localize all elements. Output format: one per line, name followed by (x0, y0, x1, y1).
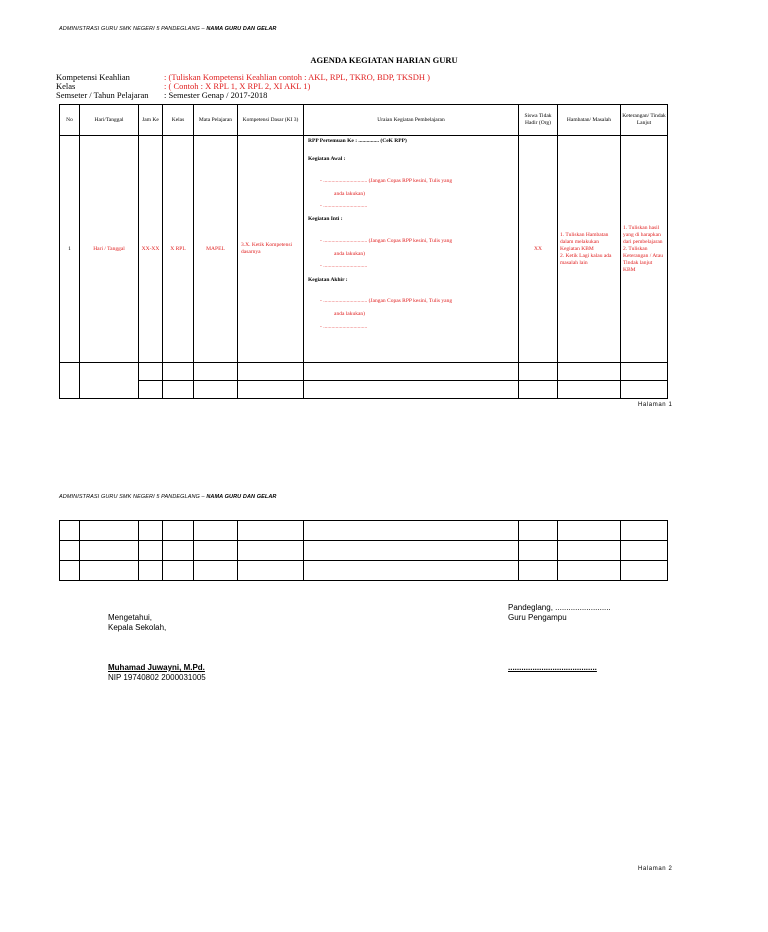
header-prefix: ADMINISTRASI GURU SMK NEGERI 5 PANDEGLANG – (59, 494, 207, 500)
col-header-kd: Kompetensi Dasar (KI 3) (238, 105, 304, 136)
signature-block-right (508, 603, 611, 623)
table-row-empty (60, 561, 668, 581)
uraian-awal-item: - ................................ (320, 203, 368, 209)
cell-kelas: X RPL (163, 136, 194, 363)
col-header-hambatan: Hambatan/ Masalah (558, 105, 621, 136)
table-row (60, 136, 668, 363)
uraian-akhir-item: - ................................ (320, 324, 368, 330)
col-header-no: No (60, 105, 80, 136)
document-header-page2 (59, 494, 276, 500)
col-header-siswa: Siswa Tidak Hadir (Org) (519, 105, 558, 136)
page-title: AGENDA KEGIATAN HARIAN GURU (310, 55, 458, 65)
uraian-inti-title: Kegiatan Inti : (308, 216, 343, 222)
uraian-akhir-item: - ................................ (Jangan Copas RPP kesini, Tulis yang (320, 298, 453, 304)
cell-jam: XX-XX (139, 136, 163, 363)
header-teacher-name: NAMA GURU DAN GELAR (206, 26, 277, 32)
cell-hambatan (558, 136, 621, 363)
cell-hari: Hari / Tanggal (80, 136, 139, 363)
agenda-table (59, 104, 668, 399)
uraian-akhir-title: Kegiatan Akhir : (308, 277, 348, 283)
col-header-mapel: Mata Pelajaran (194, 105, 238, 136)
uraian-inti-item: - ................................ (Jangan Copas RPP kesini, Tulis yang (320, 238, 453, 244)
cell-keterangan (621, 136, 668, 363)
meta-value-semester: : Semester Genap / 2017-2018 (164, 90, 268, 100)
meta-block (56, 73, 676, 103)
uraian-awal-item: anda lakukan) (334, 191, 365, 197)
uraian-akhir-item: anda lakukan) (334, 311, 365, 317)
document-header (59, 26, 276, 32)
col-header-keterangan: Keterangan/ Tindak Lanjut (621, 105, 668, 136)
cell-kd: 3.X. Ketik Kompetensi dasarnya (238, 136, 304, 363)
meta-label-kelas: Kelas (56, 81, 76, 91)
sig-left-line2: Kepala Sekolah, (108, 623, 167, 632)
header-prefix: ADMINISTRASI GURU SMK NEGERI 5 PANDEGLANG – (59, 26, 207, 32)
keterangan-item: 1. Tuliskan hasil yang di harapkan dari pembelajaran (623, 224, 663, 245)
cell-no: 1 (60, 136, 80, 363)
meta-value-kompetensi: : (Tuliskan Kompetensi Keahlian contoh : AKL, RPL, TKRO, BDP, TKSDH ) (164, 72, 430, 82)
cell-mapel: MAPEL (194, 136, 238, 363)
page-number-2: Halaman 2 (638, 866, 673, 872)
headmaster-nip: NIP 19740802 2000031005 (108, 673, 206, 682)
table-row-empty (60, 541, 668, 561)
uraian-inti-item: - ................................ (320, 263, 368, 269)
meta-value-kelas: : ( Contoh : X RPL 1, X RPL 2, XI AKL 1) (164, 81, 311, 91)
table-row-empty (60, 381, 668, 399)
meta-label-semester: Semseter / Tahun Pelajaran (56, 90, 149, 100)
cell-siswa: XX (519, 136, 558, 363)
col-header-hari: Hari/Tanggal (80, 105, 139, 136)
headmaster-name: Muhamad Juwayni, M.Pd. (108, 663, 205, 672)
uraian-inti-item: anda lakukan) (334, 251, 365, 257)
sig-left-line1: Mengetahui, (108, 613, 153, 622)
uraian-rpp-label: RPP Pertemuan Ke : ............... (CeK RPP) (308, 138, 407, 144)
col-header-uraian: Uraian Kegiatan Pembelajaran (304, 105, 519, 136)
cell-uraian (304, 136, 519, 363)
hambatan-item: 2. Ketik Lagi kalau ada masalah lain (560, 252, 612, 266)
header-teacher-name: NAMA GURU DAN GELAR (206, 494, 277, 500)
signature-block-left (108, 613, 166, 633)
teacher-name-placeholder: ........................................ (508, 663, 597, 672)
sig-right-line1: Pandeglang, ......................... (508, 603, 611, 612)
table-header-row (60, 105, 668, 136)
uraian-awal-title: Kegiatan Awal : (308, 156, 346, 162)
hambatan-item: 1. Tuliskan Hambatan dalam melakukan Kegiatan KBM (560, 231, 609, 252)
continuation-table (59, 520, 668, 581)
uraian-awal-item: - ................................ (Jangan Copas RPP kesini, Tulis yang (320, 178, 453, 184)
keterangan-item: 2. Tuliskan Keterangan / Atau Tindak lanjut KBM (623, 245, 664, 273)
page-number-1: Halaman 1 (638, 402, 673, 408)
sig-right-line2: Guru Pengampu (508, 613, 567, 622)
col-header-jam: Jam Ke (139, 105, 163, 136)
table-row-empty (60, 521, 668, 541)
col-header-kelas: Kelas (163, 105, 194, 136)
table-row-empty (60, 363, 668, 381)
meta-label-kompetensi: Kompetensi Keahlian (56, 72, 130, 82)
